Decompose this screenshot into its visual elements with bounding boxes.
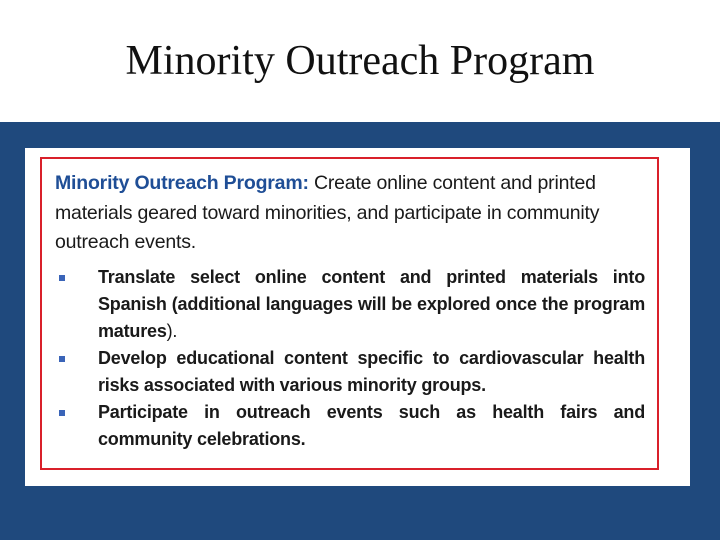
bullet-text: Participate in outreach events such as health fairs and community celebrations. — [98, 401, 645, 449]
square-bullet-icon — [59, 275, 65, 281]
square-bullet-icon — [59, 356, 65, 362]
program-description-box — [40, 157, 659, 470]
bullet-list — [55, 264, 645, 453]
bullet-item — [55, 345, 645, 399]
bullet-text: Develop educational content specific to cardiovascular health risks associated with various minority groups. — [98, 347, 645, 395]
program-intro — [55, 169, 645, 258]
bullet-item — [55, 264, 645, 345]
bullet-item — [55, 399, 645, 453]
bullet-text-tail: ). — [166, 320, 178, 341]
slide-title: Minority Outreach Program — [125, 38, 595, 84]
square-bullet-icon — [59, 410, 65, 416]
program-intro-text: Create online content and printed materials geared toward minorities, and participate in community outreach events. — [55, 172, 600, 253]
program-label: Minority Outreach Program: — [55, 172, 309, 194]
bullet-text: Translate select online content and printed materials into Spanish (additional languages will be explored once the program matures — [98, 266, 645, 341]
